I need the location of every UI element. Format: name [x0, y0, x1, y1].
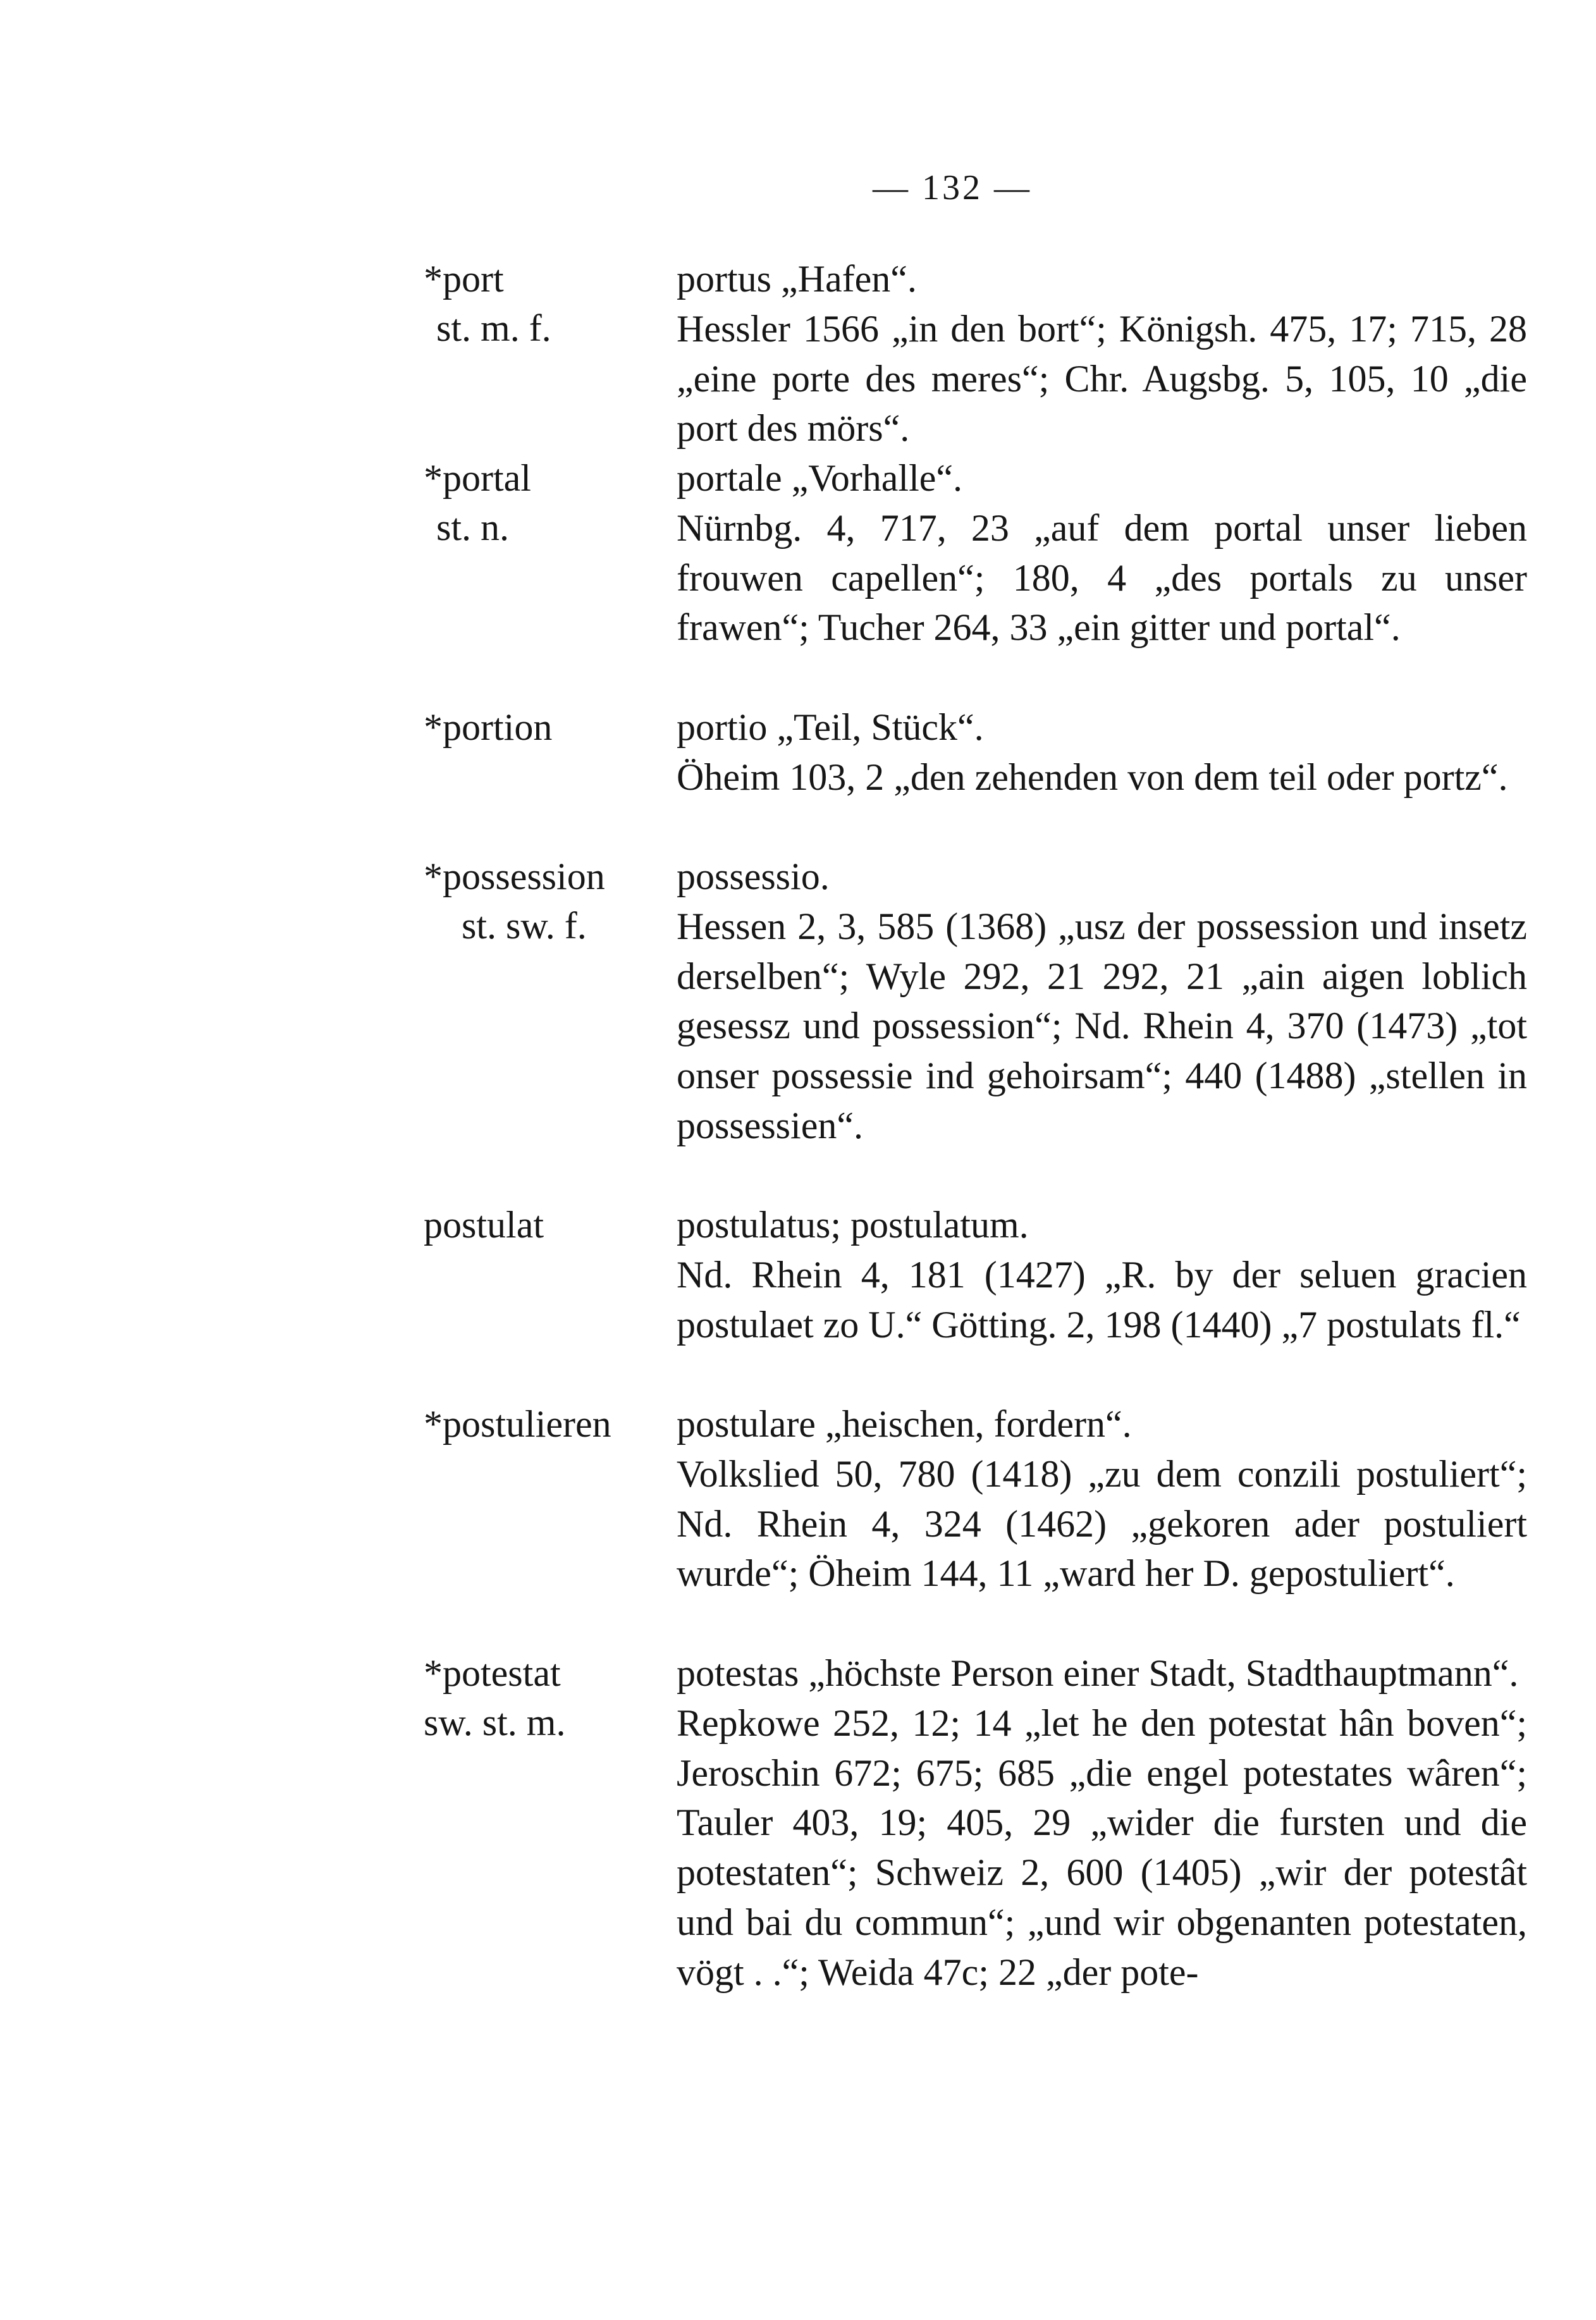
entry-headword: *portal	[424, 457, 531, 499]
entry-gloss: possessio.	[677, 856, 830, 897]
entry-headword-block	[424, 703, 670, 752]
entry-gloss: portale „Vorhalle“.	[677, 457, 963, 499]
entry-definition	[677, 1648, 1527, 1998]
entry-gloss: postulare „heischen, fordern“.	[677, 1403, 1132, 1445]
entry-grammar: sw. st. m.	[424, 1702, 566, 1743]
entry-headword: *possession	[424, 856, 605, 897]
entry-citations: Nürnbg. 4, 717, 23 „auf dem portal unser lieben frouwen capellen“; 180, 4 „des portals zu unser frawen“; Tucher 264, 33 „ein gitter und portal“.	[677, 506, 1527, 649]
entry-gloss: potestas „höchste Person einer Stadt, Stadthauptmann“.	[677, 1652, 1519, 1694]
entry-grammar: st. n.	[436, 506, 510, 548]
entry-headword: *potestat	[424, 1652, 561, 1694]
entry-citations: Hessler 1566 „in den bort“; Königsh. 475, 17; 715, 28 „eine porte des meres“; Chr. Augsbg. 5, 105, 10 „die port des mörs“.	[677, 307, 1527, 450]
entry-citations: Repkowe 252, 12; 14 „let he den potestat hân boven“; Jeroschin 672; 675; 685 „die engel potestates wâren“; Tauler 403, 19; 405, 29 „wider die fursten und die potestaten“; Schweiz 2, 600 (1405) „wir der potestât und bai du commun“; „und wir obgenanten potestaten, vögt . .“; Weida 47c; 22 „der pote-	[677, 1702, 1527, 1993]
entry-headword-block	[424, 1648, 670, 1747]
entry-headword-block	[424, 254, 670, 353]
entry-headword-block	[424, 1200, 670, 1249]
entry-definition	[677, 1399, 1527, 1599]
entry-definition	[677, 254, 1527, 453]
entry-definition	[677, 453, 1527, 653]
page-number: — 132 —	[873, 168, 1032, 207]
entry-citations: Nd. Rhein 4, 181 (1427) „R. by der seluen gracien postulaet zo U.“ Götting. 2, 198 (1440) „7 postulats fl.“	[677, 1253, 1527, 1346]
entry-headword: *port	[424, 258, 504, 300]
entry-citations: Hessen 2, 3, 585 (1368) „usz der possession und insetz derselben“; Wyle 292, 21 292, 21 „ain aigen loblich gesessz und possession“; Nd. Rhein 4, 370 (1473) „tot onser possessie ind gehoirsam“; 440 (1488) „stellen in possessien“.	[677, 905, 1527, 1146]
entry-gloss: portio „Teil, Stück“.	[677, 706, 984, 748]
entry-headword: *portion	[424, 706, 553, 748]
entry-definition	[677, 852, 1527, 1151]
entry-grammar: st. sw. f.	[462, 905, 587, 947]
entry-definition	[677, 703, 1527, 802]
entry-grammar: st. m. f.	[436, 307, 551, 349]
entry-headword-block	[424, 1399, 670, 1449]
entry-headword-block	[424, 852, 670, 950]
entry-headword: *postulieren	[424, 1403, 611, 1445]
entry-citations: Öheim 103, 2 „den zehenden von dem teil oder portz“.	[677, 756, 1508, 798]
entry-citations: Volkslied 50, 780 (1418) „zu dem conzili postuliert“; Nd. Rhein 4, 324 (1462) „gekoren ader postuliert wurde“; Öheim 144, 11 „ward her D. gepostuliert“.	[677, 1452, 1527, 1595]
entry-definition	[677, 1200, 1527, 1349]
entry-headword: postulat	[424, 1204, 544, 1246]
entry-gloss: postulatus; postulatum.	[677, 1204, 1029, 1246]
entry-gloss: portus „Hafen“.	[677, 258, 917, 300]
entry-headword-block	[424, 453, 670, 552]
